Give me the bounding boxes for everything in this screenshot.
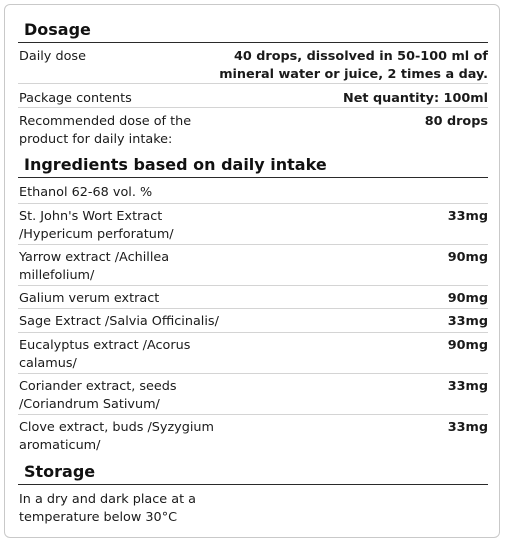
row-divider: [18, 308, 488, 309]
row-label-line: millefolium/: [19, 268, 95, 283]
section-header-storage: [18, 461, 488, 485]
row-label: [19, 378, 177, 414]
row-value-line: 33mg: [447, 379, 488, 394]
row-value: [448, 378, 488, 396]
row-value-line: mineral water or juice, 2 times a day.: [219, 67, 488, 82]
row-divider: [18, 203, 488, 204]
row-value-line: 33mg: [447, 420, 488, 435]
row-label-line: Coriander extract, seeds: [19, 379, 177, 394]
section-header-dosage: [18, 19, 488, 43]
row-label-line: Clove extract, buds /Syzygium: [19, 420, 215, 435]
row-label-line: product for daily intake:: [19, 132, 173, 147]
row-value-line: 90mg: [447, 291, 488, 306]
row-label-line: Yarrow extract /Achillea: [19, 250, 170, 265]
row-value: [219, 48, 488, 84]
row-label: [19, 491, 196, 527]
row-label-line: St. John's Wort Extract: [19, 209, 163, 224]
row-value: [448, 208, 488, 226]
row-label-line: Recommended dose of the: [19, 114, 192, 129]
row-label-line: calamus/: [19, 356, 77, 371]
row-label-line: Package contents: [19, 91, 132, 106]
row-value: [448, 419, 488, 437]
row-value-line: 80 drops: [424, 114, 488, 129]
row-label: [19, 184, 152, 202]
row-label-line: Eucalyptus extract /Acorus: [19, 338, 191, 353]
row-label-line: Sage Extract /Salvia Officinalis/: [19, 314, 219, 329]
row-value: [448, 249, 488, 267]
row-label: [19, 208, 174, 244]
row-label-line: Ethanol 62-68 vol. %: [19, 185, 153, 200]
row-label-line: aromaticum/: [19, 438, 101, 453]
row-label: [19, 249, 169, 285]
row-divider: [18, 373, 488, 374]
row-value-line: 90mg: [447, 338, 488, 353]
section-title: Storage: [24, 462, 96, 481]
section-title: Ingredients based on daily intake: [24, 155, 327, 174]
row-label: [19, 290, 159, 308]
row-value: [448, 290, 488, 308]
row-label: [19, 90, 132, 108]
row-label: [19, 113, 191, 149]
row-value: [448, 337, 488, 355]
row-divider: [18, 285, 488, 286]
row-label: [19, 419, 214, 455]
row-label: [19, 313, 219, 331]
row-value: [448, 313, 488, 331]
row-label-line: Daily dose: [19, 49, 86, 64]
row-value-line: Net quantity: 100ml: [343, 91, 488, 106]
row-label-line: In a dry and dark place at a: [19, 492, 197, 507]
row-label-line: temperature below 30°C: [19, 510, 178, 525]
row-value-line: 90mg: [447, 250, 488, 265]
row-divider: [18, 414, 488, 415]
row-label: [19, 337, 190, 373]
row-divider: [18, 332, 488, 333]
row-divider: [18, 244, 488, 245]
section-header-ingredients: [18, 154, 488, 178]
row-label-line: /Coriandrum Sativum/: [19, 397, 160, 412]
row-label-line: /Hypericum perforatum/: [19, 227, 174, 242]
row-value-line: 33mg: [447, 314, 488, 329]
row-label: [19, 48, 86, 66]
section-title: Dosage: [24, 20, 91, 39]
row-value-line: 40 drops, dissolved in 50-100 ml of: [234, 49, 488, 64]
row-value: [425, 113, 488, 131]
row-value-line: 33mg: [447, 209, 488, 224]
row-label-line: Galium verum extract: [19, 291, 160, 306]
row-value: [343, 90, 488, 108]
